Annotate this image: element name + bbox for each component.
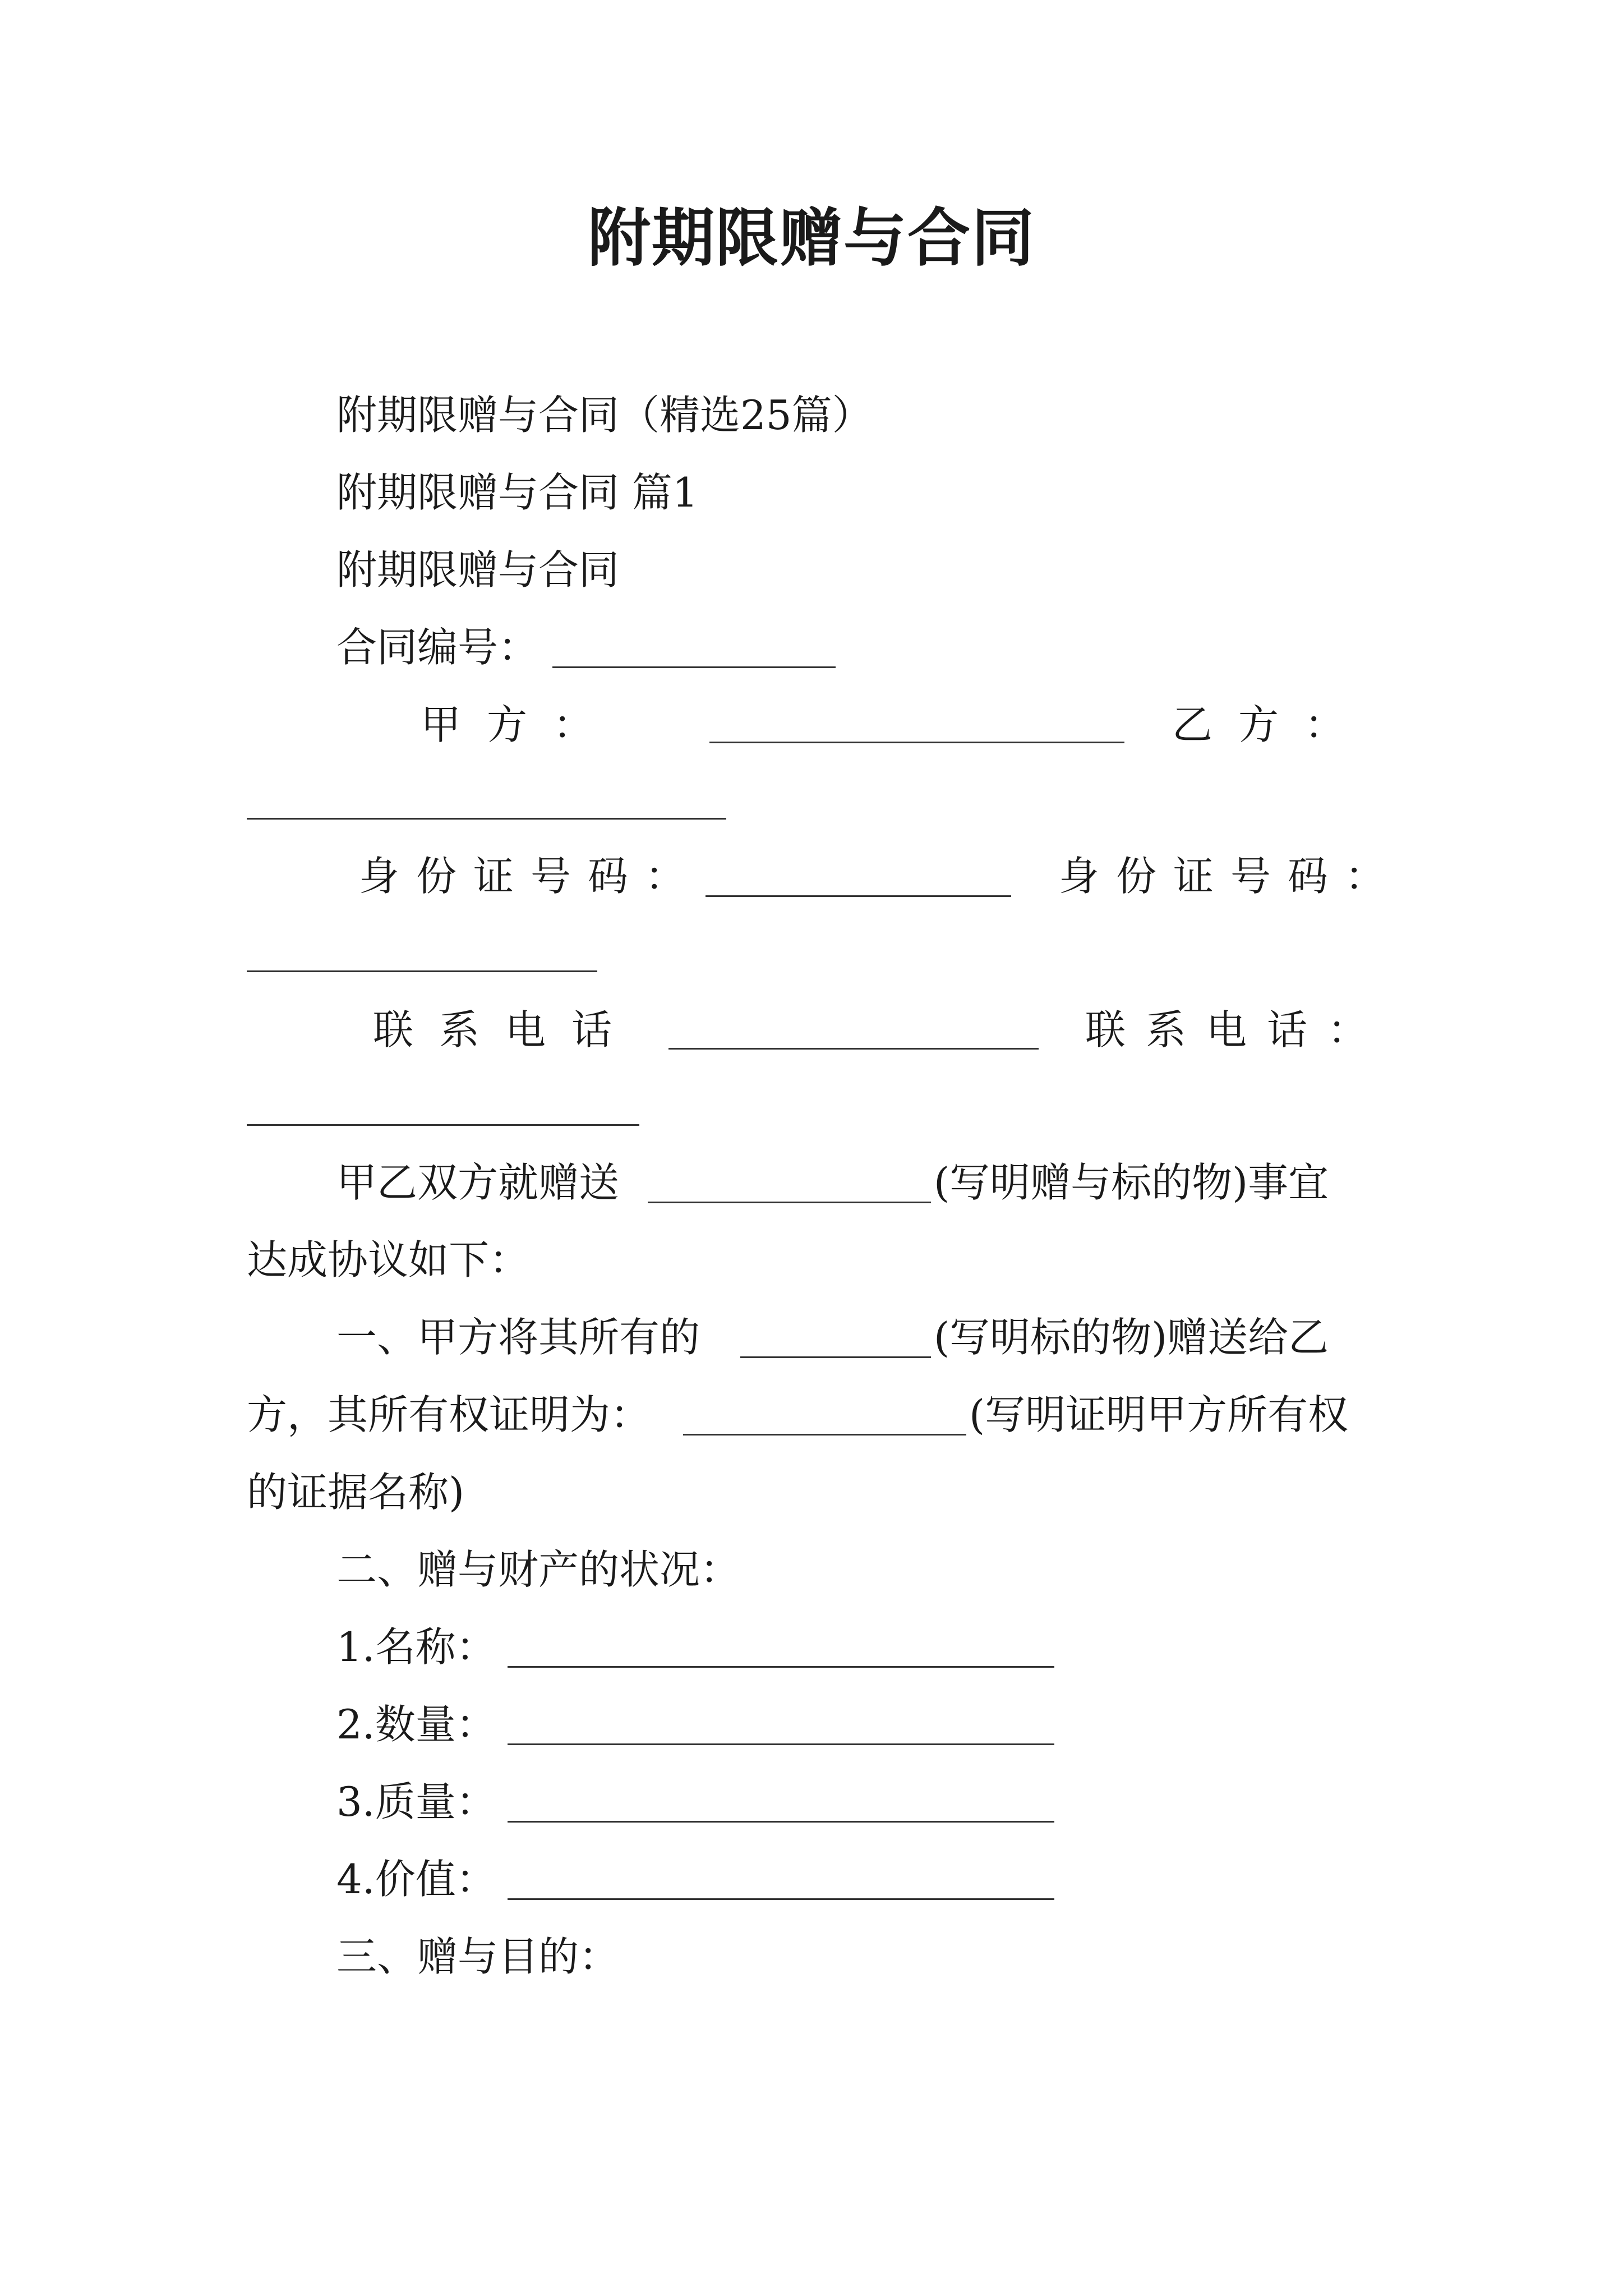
- document-subtitle: 附期限赠与合同（精选25篇）: [336, 392, 873, 439]
- party-a-id-label: 身份证号码：: [359, 853, 703, 900]
- party-a-id-blank: [706, 895, 1011, 897]
- party-a-phone-blank: [668, 1048, 1039, 1050]
- clause1-text-4: (写明证明甲方所有权: [969, 1391, 1349, 1438]
- intro-text-3: 达成协议如下：: [247, 1236, 530, 1283]
- item-value-blank: [508, 1898, 1054, 1900]
- subject-item-blank: [740, 1356, 931, 1358]
- party-b-blank: [247, 818, 726, 820]
- party-a-label: 甲方：: [421, 701, 620, 748]
- ownership-proof-blank: [683, 1434, 966, 1435]
- item-quality-blank: [508, 1821, 1054, 1823]
- clause2-heading: 二、赠与财产的状况：: [336, 1546, 741, 1593]
- item-quantity-label: 2.数量：: [336, 1701, 496, 1748]
- intro-text-2: (写明赠与标的物)事宜: [934, 1159, 1329, 1206]
- clause1-text-1: 一、甲方将其所有的: [336, 1314, 700, 1361]
- party-b-id-label: 身份证号码：: [1059, 853, 1403, 900]
- gift-subject-blank: [648, 1202, 931, 1203]
- party-a-blank: [709, 742, 1124, 743]
- contract-number-label: 合同编号：: [336, 624, 539, 671]
- item-name-blank: [508, 1666, 1054, 1668]
- party-b-phone-blank: [247, 1124, 639, 1126]
- clause1-text-2: (写明标的物)赠送给乙: [934, 1314, 1329, 1361]
- clause3-heading: 三、赠与目的：: [336, 1933, 620, 1980]
- item-quantity-blank: [508, 1743, 1054, 1745]
- contract-number-blank: [552, 666, 836, 668]
- party-b-phone-label: 联系电话：: [1085, 1006, 1389, 1053]
- party-b-label: 乙方：: [1172, 701, 1371, 748]
- clause1-text-5: 的证据名称): [247, 1469, 465, 1516]
- party-a-phone-label: 联系电话: [373, 1006, 638, 1053]
- contract-heading: 附期限赠与合同: [336, 546, 620, 593]
- party-b-id-blank: [247, 970, 597, 972]
- item-quality-label: 3.质量：: [336, 1778, 496, 1825]
- clause1-text-3: 方，其所有权证明为：: [247, 1391, 651, 1438]
- item-name-label: 1.名称：: [336, 1623, 496, 1671]
- intro-text-1: 甲乙双方就赠送: [336, 1159, 620, 1206]
- document-title: 附期限赠与合同: [588, 201, 1035, 275]
- chapter-heading: 附期限赠与合同 篇1: [336, 469, 698, 516]
- item-value-label: 4.价值：: [336, 1856, 496, 1903]
